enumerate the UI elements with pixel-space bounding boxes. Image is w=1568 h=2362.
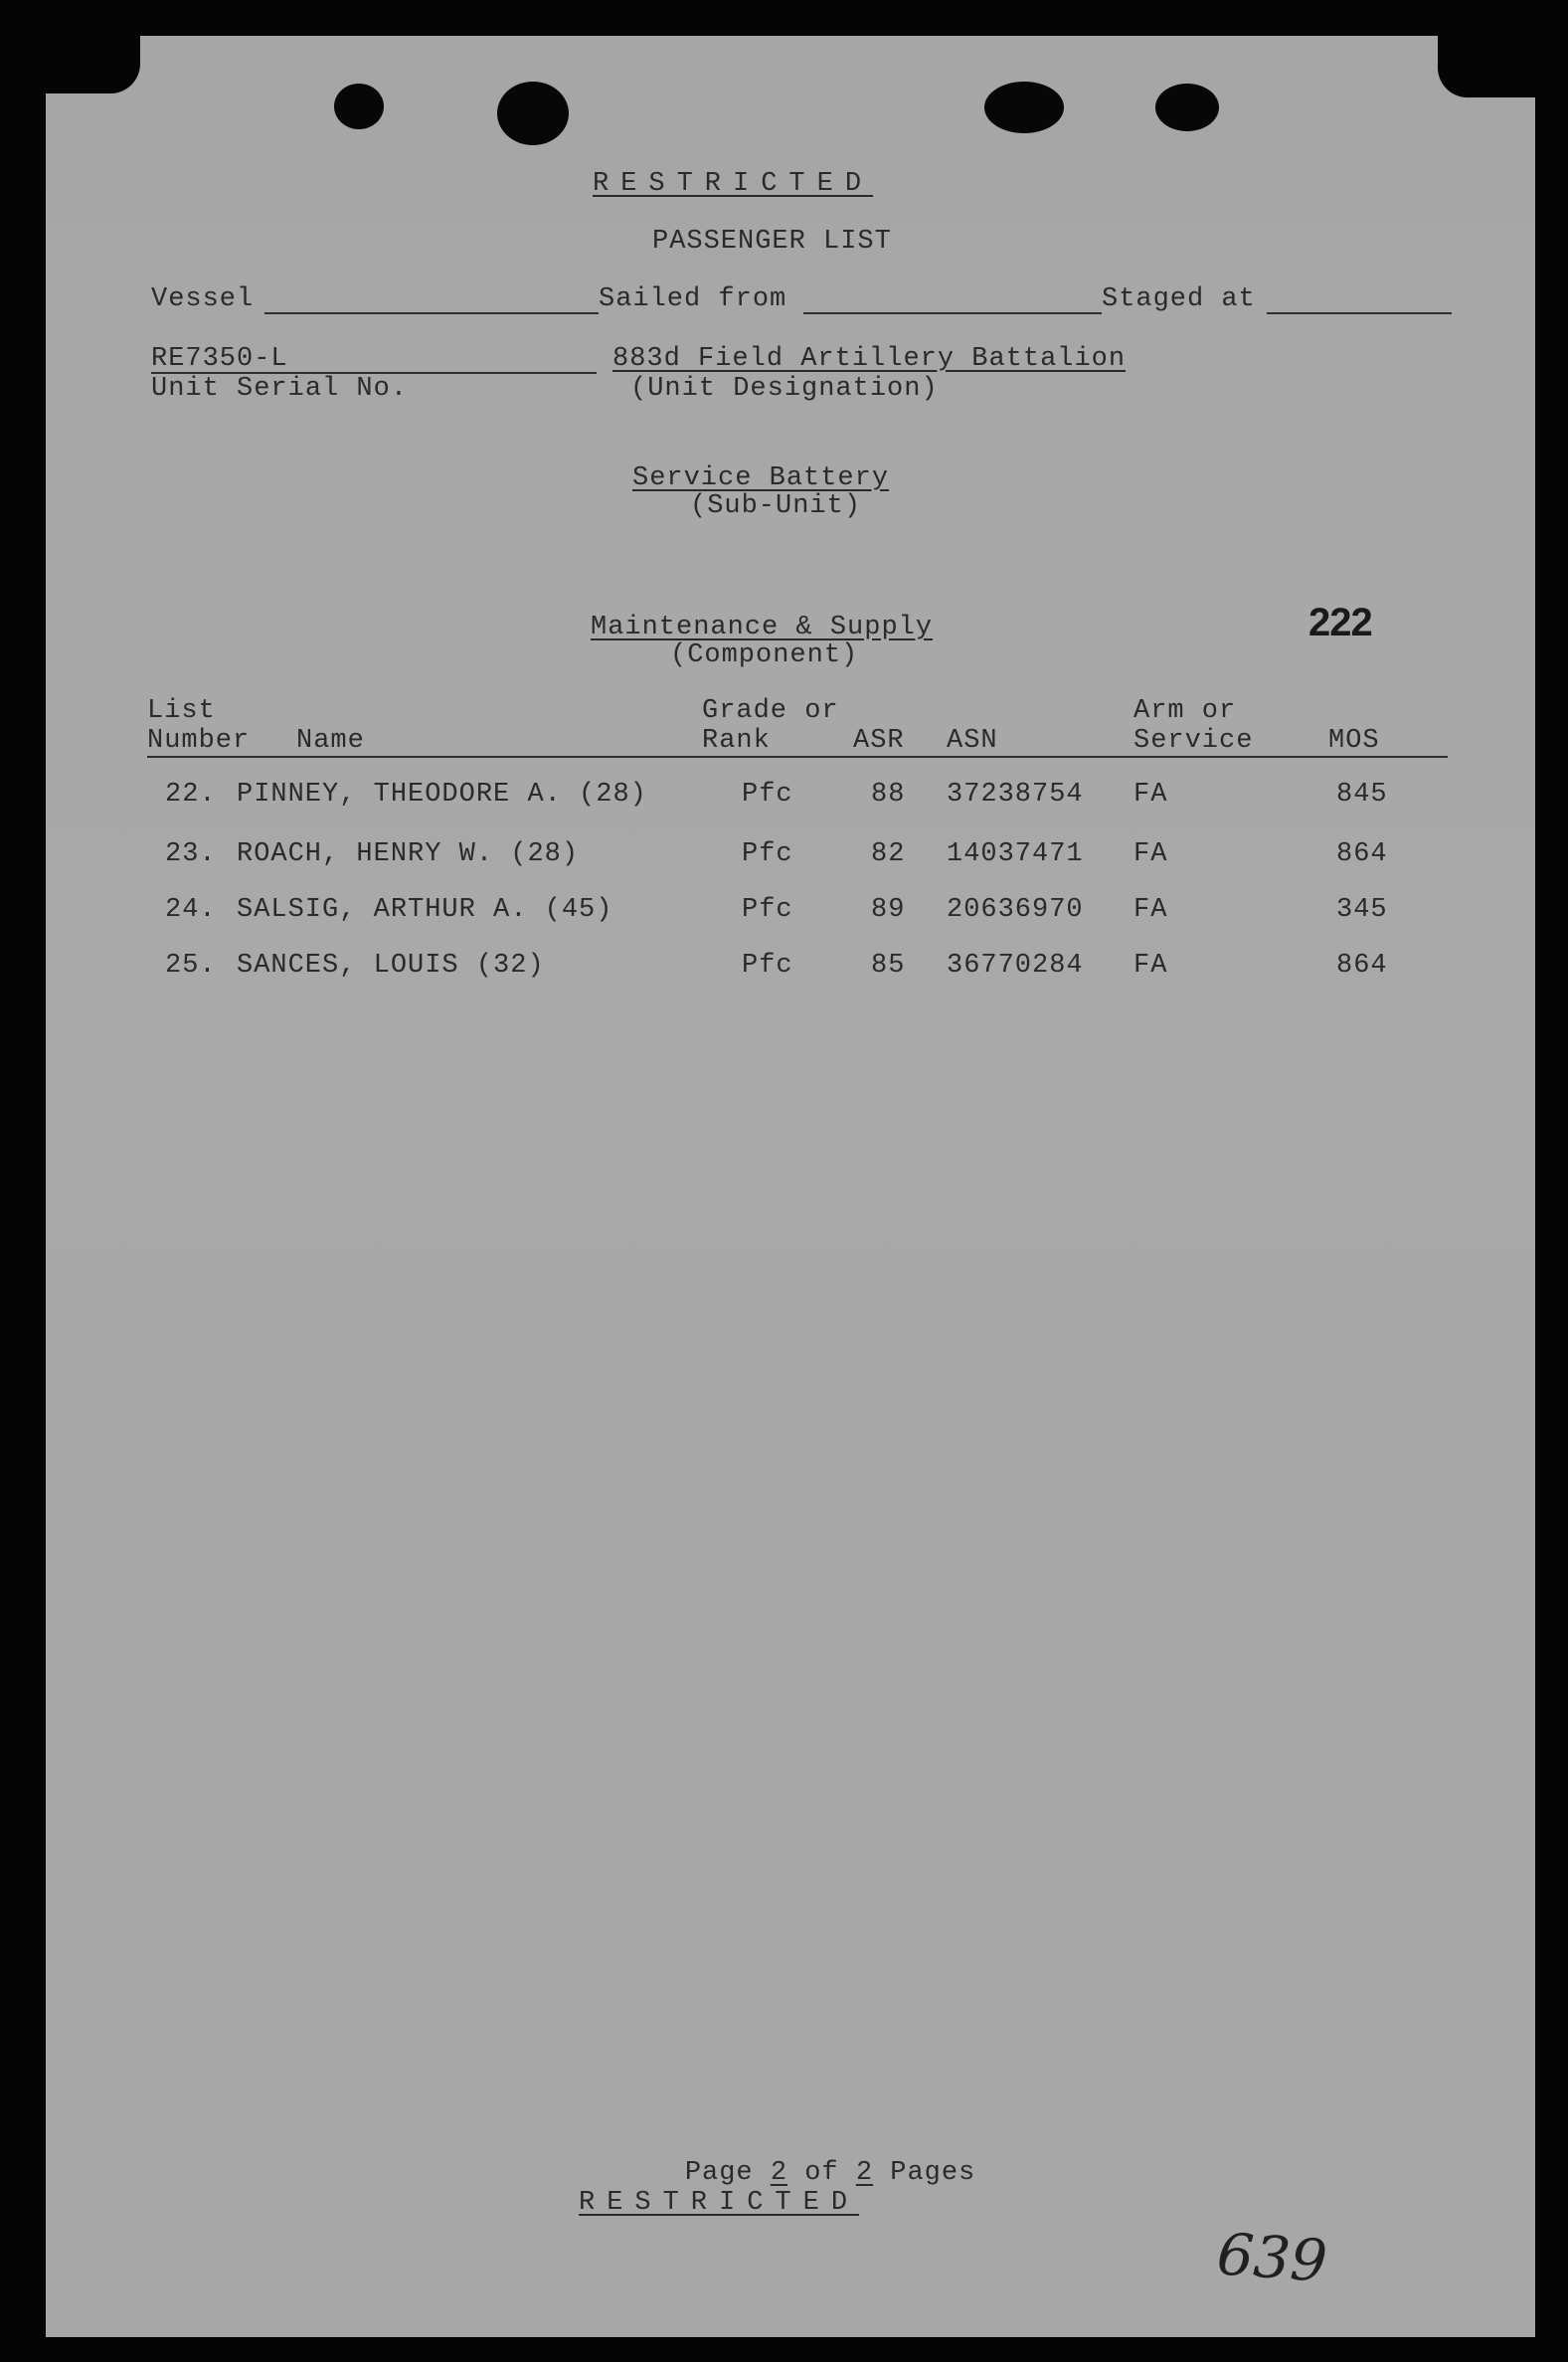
header-rank: Rank <box>702 726 771 756</box>
row-asn: 14037471 <box>947 839 1084 869</box>
row-asn: 36770284 <box>947 951 1084 981</box>
header-list: List <box>147 696 216 726</box>
row-asr: 85 <box>871 951 906 981</box>
sub-unit-label: (Sub-Unit) <box>690 491 862 521</box>
header-underline <box>147 756 1448 758</box>
top-right-blot <box>1438 36 1535 97</box>
header-asn: ASN <box>947 726 998 756</box>
row-name: SALSIG, ARTHUR A. (45) <box>237 895 613 925</box>
classification-top: RESTRICTED <box>593 169 874 199</box>
top-left-blot <box>46 36 140 93</box>
staged-at-blank <box>1267 312 1452 314</box>
row-asr: 88 <box>871 780 906 810</box>
row-arm: FA <box>1133 839 1168 869</box>
row-mos: 864 <box>1336 951 1388 981</box>
row-arm: FA <box>1133 951 1168 981</box>
row-mos: 864 <box>1336 839 1388 869</box>
sailed-from-label: Sailed from <box>599 284 787 314</box>
punch-hole <box>1155 84 1219 131</box>
punch-hole <box>497 82 569 145</box>
unit-serial-value: RE7350-L <box>151 344 288 374</box>
row-number: 22. <box>165 780 217 810</box>
row-mos: 345 <box>1336 895 1388 925</box>
unit-designation-value: 883d Field Artillery Battalion <box>612 344 1127 374</box>
row-rank: Pfc <box>742 951 793 981</box>
punch-hole <box>984 82 1064 133</box>
header-name: Name <box>296 726 365 756</box>
header-asr: ASR <box>853 726 905 756</box>
header-number: Number <box>147 726 251 756</box>
page-of: of <box>804 2158 839 2188</box>
row-asr: 89 <box>871 895 906 925</box>
sailed-from-blank <box>803 312 1102 314</box>
header-arm: Arm or <box>1133 696 1237 726</box>
row-number: 24. <box>165 895 217 925</box>
row-number: 23. <box>165 839 217 869</box>
vessel-blank <box>264 312 599 314</box>
row-rank: Pfc <box>742 895 793 925</box>
row-number: 25. <box>165 951 217 981</box>
row-name: PINNEY, THEODORE A. (28) <box>237 780 647 810</box>
table-row <box>46 895 1535 935</box>
header-mos: MOS <box>1328 726 1380 756</box>
table-row <box>46 780 1535 819</box>
row-arm: FA <box>1133 895 1168 925</box>
table-row <box>46 951 1535 991</box>
row-mos: 845 <box>1336 780 1388 810</box>
header-grade: Grade or <box>702 696 839 726</box>
classification-bottom: RESTRICTED <box>579 2188 860 2218</box>
page-suffix: Pages <box>890 2158 976 2188</box>
unit-designation-label: (Unit Designation) <box>630 374 939 404</box>
component-value: Maintenance & Supply <box>591 613 934 642</box>
page-prefix: Page <box>684 2158 754 2188</box>
page-total: 2 <box>855 2158 874 2188</box>
component-label: (Component) <box>670 640 859 670</box>
vessel-label: Vessel <box>151 284 255 314</box>
row-rank: Pfc <box>742 780 793 810</box>
row-asr: 82 <box>871 839 906 869</box>
header-service: Service <box>1133 726 1254 756</box>
stamped-number: 222 <box>1308 601 1372 644</box>
sub-unit-value: Service Battery <box>632 463 890 493</box>
row-asn: 20636970 <box>947 895 1084 925</box>
handwritten-number: 639 <box>1214 2220 1329 2295</box>
row-arm: FA <box>1133 780 1168 810</box>
row-name: ROACH, HENRY W. (28) <box>237 839 580 869</box>
row-name: SANCES, LOUIS (32) <box>237 951 545 981</box>
row-asn: 37238754 <box>947 780 1084 810</box>
row-rank: Pfc <box>742 839 793 869</box>
document-title: PASSENGER LIST <box>652 227 892 257</box>
staged-at-label: Staged at <box>1102 284 1256 314</box>
page-current: 2 <box>770 2158 788 2188</box>
table-row <box>46 839 1535 879</box>
unit-serial-label: Unit Serial No. <box>151 374 409 404</box>
punch-hole <box>334 84 384 129</box>
document-page <box>46 36 1535 2337</box>
